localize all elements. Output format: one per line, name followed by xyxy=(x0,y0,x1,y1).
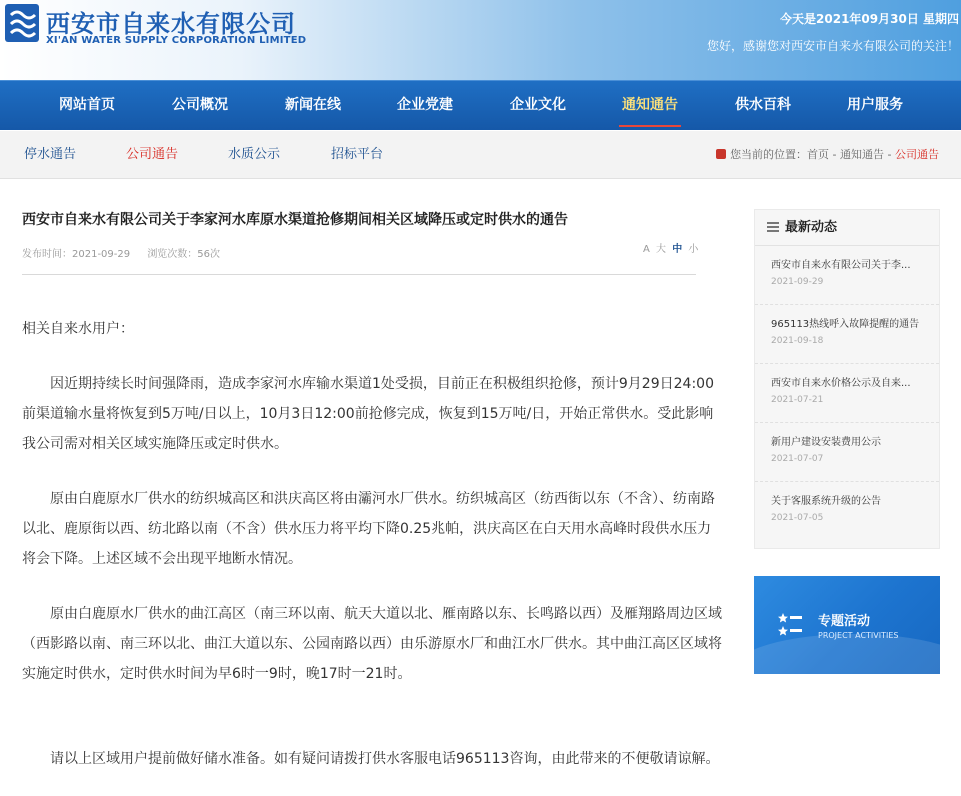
news-item-title[interactable]: 西安市自来水有限公司关于李... xyxy=(771,260,911,271)
news-item-title[interactable]: 965113热线呼入故障提醒的通告 xyxy=(771,319,920,330)
paragraph-text: 因近期持续长时间强降雨，造成李家河水库输水渠道1处受损，目前正在积极组织抢修，预计9月29日24:00前渠道输水量将恢复到5万吨/日以上，10月3日12:00前抢修完成，恢复到15万吨/日，开始正常供水。受此影响我公司需对相关区域实施降压或定时供水。 xyxy=(22,376,714,452)
view-count: 浏览次数：56次 xyxy=(147,249,221,260)
main-navigation xyxy=(0,80,961,130)
stars-icon xyxy=(778,612,802,638)
news-item-title[interactable]: 新用户建设安装费用公示 xyxy=(771,437,881,448)
font-size-small[interactable]: 小 xyxy=(688,244,699,255)
news-item-date: 2021-09-29 xyxy=(771,277,824,287)
news-item[interactable] xyxy=(755,482,939,541)
subnav-bidding[interactable]: 招标平台 xyxy=(331,147,384,162)
nav-company-overview[interactable]: 公司概况 xyxy=(172,97,228,113)
latest-news-panel xyxy=(754,209,940,549)
paragraph-text: 请以上区域用户提前做好储水准备。如有疑问请拨打供水客服电话965113咨询，由此带来的不便敬请谅解。 xyxy=(50,751,720,767)
breadcrumb xyxy=(716,131,939,179)
font-size-medium[interactable]: 中 xyxy=(672,244,683,255)
nav-home[interactable]: 网站首页 xyxy=(59,97,115,113)
article-paragraph xyxy=(22,744,722,774)
banner-subtitle: PROJECT ACTIVITIES xyxy=(818,631,899,640)
breadcrumb-current[interactable]: 公司通告 xyxy=(895,148,939,161)
paragraph-text: 原由白鹿原水厂供水的曲江高区（南三环以南、航天大道以北、雁南路以东、长鸣路以西）及雁翔路周边区域（西影路以南、南三环以北、曲江大道以东、公园南路以西）由乐游原水厂和曲江水厂供水。其中曲江高区区域将实施定时供水，定时供水时间为早6时一9时，晚17时一21时。 xyxy=(22,606,722,682)
publish-time: 发布时间：2021-09-29 xyxy=(22,249,131,260)
news-item-date: 2021-07-05 xyxy=(771,513,824,523)
article-salutation: 相关自来水用户： xyxy=(22,321,134,337)
nav-party-building[interactable]: 企业党建 xyxy=(397,97,453,113)
news-item[interactable] xyxy=(755,246,939,305)
welcome-marquee: 您好，感谢您对西安市自来水有限公司的关注！ xyxy=(706,39,959,53)
current-date: 今天是2021年09月30日 星期四 xyxy=(780,12,959,26)
nav-notices[interactable]: 通知通告 xyxy=(595,81,705,131)
nav-news-online[interactable]: 新闻在线 xyxy=(285,97,341,113)
home-icon xyxy=(716,149,726,159)
nav-water-encyclopedia[interactable]: 供水百科 xyxy=(735,97,791,113)
nav-corporate-culture[interactable]: 企业文化 xyxy=(510,97,566,113)
article-paragraph xyxy=(22,484,722,574)
news-item-title[interactable]: 关于客服系统升级的公告 xyxy=(771,496,881,507)
article-paragraph xyxy=(22,599,722,689)
latest-news-header xyxy=(755,210,939,246)
subnav-water-outage[interactable]: 停水通告 xyxy=(24,147,77,162)
font-size-large[interactable]: 大 xyxy=(656,244,667,255)
article-meta xyxy=(22,245,234,260)
sub-navigation xyxy=(0,131,961,179)
subnav-water-quality[interactable]: 水质公示 xyxy=(228,147,281,162)
breadcrumb-path[interactable]: 您当前的位置：首页 - 通知通告 - xyxy=(730,148,895,161)
article-paragraph xyxy=(22,369,722,459)
font-size-icon: A xyxy=(643,244,650,255)
banner-decoration xyxy=(754,634,940,674)
news-item[interactable] xyxy=(755,423,939,482)
news-item-date: 2021-09-18 xyxy=(771,336,824,346)
news-item-date: 2021-07-21 xyxy=(771,395,824,405)
list-icon xyxy=(767,222,779,232)
article-title: 西安市自来水有限公司关于李家河水库原水渠道抢修期间相关区域降压或定时供水的通告 xyxy=(22,212,568,228)
title-divider xyxy=(22,274,696,275)
subnav-company-notice[interactable]: 公司通告 xyxy=(126,147,179,162)
latest-news-title: 最新动态 xyxy=(785,220,838,235)
company-logo-icon[interactable] xyxy=(4,3,40,43)
project-activities-banner[interactable] xyxy=(754,576,940,674)
logo-english-name: XI'AN WATER SUPPLY CORPORATION LIMITED xyxy=(46,35,307,46)
banner-title: 专题活动 xyxy=(818,614,871,629)
font-size-control xyxy=(640,240,698,255)
news-item[interactable] xyxy=(755,305,939,364)
logo-chinese-name[interactable]: 西安市自来水有限公司 xyxy=(46,10,296,38)
news-item-date: 2021-07-07 xyxy=(771,454,824,464)
news-item[interactable] xyxy=(755,364,939,423)
site-header xyxy=(0,0,961,80)
news-item-title[interactable]: 西安市自来水价格公示及自来... xyxy=(771,378,911,389)
paragraph-text: 原由白鹿原水厂供水的纺织城高区和洪庆高区将由灞河水厂供水。纺织城高区（纺西街以东（不含）、纺南路以北、鹿原街以西、纺北路以南（不含）供水压力将平均下降0.25兆帕，洪庆高区在白天用水高峰时段供水压力将会下降。上述区域不会出现平地断水情况。 xyxy=(22,491,715,567)
latest-news-list xyxy=(755,246,939,541)
nav-user-services[interactable]: 用户服务 xyxy=(847,97,903,113)
